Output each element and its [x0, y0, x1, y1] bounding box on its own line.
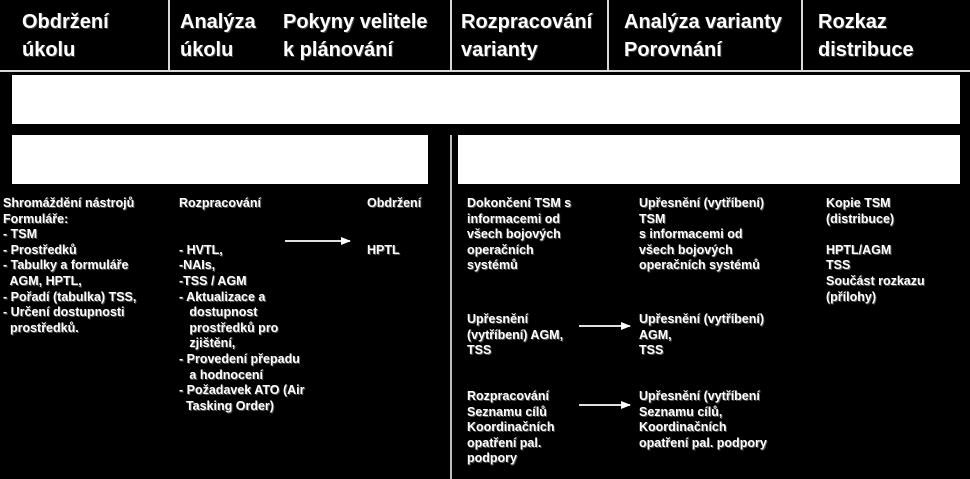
- header-receipt-of-mission: Obdržení úkolu: [22, 11, 109, 61]
- col-analysis-targets: Upřesnění (vytříbení Seznamu cílů, Koordinačních opatření pal. podpory: [639, 389, 767, 450]
- header-orders-distribution: Rozkaz distribuce: [818, 11, 914, 61]
- col-analysis-tsm: Upřesnění (vytříbení) TSM s informacemi od všech bojových operačních systémů: [639, 196, 765, 273]
- col-orders-distribution: Kopie TSM (distribuce) HPTL/AGM TSS Součást rozkazu (přílohy): [826, 196, 925, 304]
- col-coa-tsm: Dokončení TSM s informacemi od všech bojových operačních systémů: [467, 196, 572, 273]
- header-coa-analysis: Analýza varianty Porovnání: [624, 11, 782, 61]
- col-guidance-receipt: Obdržení HPTL: [367, 196, 422, 257]
- col-coa-agm: Upřesnění (vytříbení) AGM, TSS: [467, 312, 564, 358]
- header-mission-analysis: Analýza úkolu: [180, 11, 256, 61]
- header-coa-development: Rozpracování varianty: [461, 11, 593, 61]
- col-coa-targets: Rozpracování Seznamu cílů Koordinačních opatření pal. podpory: [467, 389, 555, 466]
- col-receipt-tools: Shromáždění nástrojů Formuláře: - TSM - Prostředků - Tabulky a formuláře AGM, HPTL, - Pořadí (tabulka) TSS, - Určení dostupnosti prostředků.: [3, 196, 137, 335]
- col-analysis-development: Rozpracování - HVTL, -NAIs, -TSS / AGM - Aktualizace a dostupnost prostředků pro zjištění, - Provedení přepadu a hodnocení - Požadavek ATO (Air Tasking Order): [179, 196, 305, 413]
- header-commander-guidance: Pokyny velitele k plánování: [283, 11, 428, 61]
- col-analysis-agm: Upřesnění (vytříbení) AGM, TSS: [639, 312, 765, 358]
